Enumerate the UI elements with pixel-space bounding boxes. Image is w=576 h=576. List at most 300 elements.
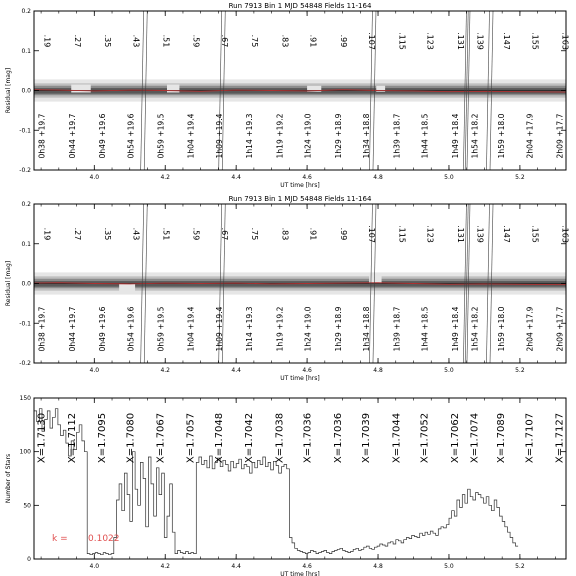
hist-histogram-bin: [271, 470, 274, 559]
middle-coord-label: 1h29 +18.9: [333, 306, 343, 352]
top-coord-label: 1h49 +18.4: [450, 113, 460, 159]
hist-histogram-bin: [74, 450, 77, 559]
middle-coord-label: 1h34 +18.8: [362, 306, 372, 352]
hist-airmass-label: X=1.7089: [495, 412, 507, 464]
top-field-label: .51: [161, 34, 171, 48]
hist-histogram-bin: [122, 511, 125, 559]
hist-histogram-bin: [287, 469, 290, 559]
hist-histogram-bin: [420, 533, 423, 559]
hist-histogram-bin: [486, 497, 489, 559]
hist-histogram-bin: [146, 527, 149, 559]
top-field-label: .163: [560, 32, 570, 50]
top-y-tick-label: 0.0: [21, 87, 31, 95]
hist-histogram-bin: [273, 461, 276, 559]
hist-histogram-bin: [162, 473, 165, 559]
hist-histogram-bin: [412, 535, 415, 559]
hist-histogram-bin: [252, 462, 255, 559]
top-field-label: .35: [102, 34, 112, 48]
hist-y-tick-label: 150: [19, 395, 31, 402]
middle-coord-label: 2h09 +17.7: [555, 306, 565, 352]
hist-histogram-bin: [414, 536, 417, 559]
top-y-tick-label: -0.2: [19, 167, 31, 174]
middle-field-label: .59: [191, 227, 201, 241]
hist-histogram-bin: [159, 495, 162, 559]
hist-histogram-bin: [69, 456, 72, 559]
hist-histogram-bin: [196, 462, 199, 559]
hist-x-axis-label: UT time [hrs]: [280, 571, 320, 576]
hist-histogram-bin: [372, 549, 375, 559]
middle-coord-label: 0h44 +19.7: [67, 306, 77, 352]
top-coord-label: 1h24 +19.0: [303, 113, 313, 159]
hist-x-tick-label: 4.4: [231, 563, 241, 570]
top-coord-label: 1h39 +18.7: [392, 113, 402, 159]
middle-coord-label: 1h04 +19.4: [186, 306, 196, 352]
hist-histogram-bin: [398, 541, 401, 559]
hist-histogram-bin: [268, 462, 271, 559]
middle-field-label: .123: [425, 225, 435, 243]
hist-histogram-bin: [348, 553, 351, 559]
hist-histogram-bin: [281, 467, 284, 559]
hist-histogram-bin: [401, 543, 404, 559]
top-field-label: .83: [280, 34, 290, 48]
middle-coord-label: 1h49 +18.4: [450, 306, 460, 352]
hist-histogram-bin: [417, 538, 420, 559]
hist-histogram-bin: [311, 550, 314, 559]
hist-histogram-bin: [494, 500, 497, 559]
hist-histogram-bin: [329, 554, 332, 559]
hist-histogram-bin: [335, 550, 338, 559]
top-field-label: .59: [191, 34, 201, 48]
hist-histogram-bin: [215, 462, 218, 559]
hist-histogram-bin: [199, 457, 202, 559]
hist-histogram-bin: [148, 457, 151, 559]
hist-histogram-bin: [457, 500, 460, 559]
star-count-histogram: [5, 395, 566, 576]
top-field-label: .43: [131, 34, 141, 48]
hist-k-label: k =: [52, 534, 68, 544]
middle-field-label: .99: [338, 227, 348, 241]
top-coord-label: 0h44 +19.7: [67, 113, 77, 159]
hist-histogram-bin: [289, 538, 292, 559]
hist-histogram-bin: [119, 484, 122, 559]
hist-airmass-label: X=1.7036: [302, 412, 314, 464]
hist-histogram-bin: [377, 546, 380, 559]
top-field-label: .131: [455, 32, 465, 50]
hist-histogram-bin: [510, 538, 513, 559]
hist-histogram-bin: [337, 549, 340, 559]
middle-band-patch: [119, 284, 135, 292]
top-field-label: .99: [338, 34, 348, 48]
hist-histogram-bin: [124, 473, 127, 559]
top-coord-label: 1h29 +18.9: [333, 113, 343, 159]
residual-panel-middle: [5, 195, 569, 382]
residual-panel-top: [5, 2, 569, 189]
middle-x-tick-label: 4.6: [302, 367, 312, 374]
hist-airmass-label: X=1.7130: [36, 412, 48, 464]
middle-field-label: .163: [560, 225, 570, 243]
top-coord-label: 1h44 +18.5: [420, 113, 430, 159]
hist-histogram-bin: [382, 545, 385, 559]
hist-airmass-label: X=1.7074: [469, 412, 481, 464]
hist-histogram-bin: [164, 538, 167, 559]
hist-histogram-bin: [178, 550, 181, 559]
hist-x-tick-label: 4.0: [89, 563, 100, 570]
hist-histogram-bin: [138, 505, 141, 559]
top-y-axis-label: Residual [mag]: [5, 67, 12, 114]
hist-histogram-bin: [98, 554, 101, 559]
hist-histogram-bin: [191, 553, 194, 559]
hist-histogram-bin: [380, 544, 383, 559]
hist-histogram-bin: [223, 460, 226, 559]
hist-histogram-bin: [236, 463, 239, 559]
hist-k-value: 0.1022: [88, 534, 120, 544]
hist-y-tick-label: 50: [23, 502, 31, 510]
top-coord-label: 0h59 +19.5: [156, 113, 166, 159]
hist-histogram-bin: [226, 465, 229, 559]
hist-histogram-bin: [239, 459, 242, 559]
hist-histogram-bin: [367, 546, 370, 559]
hist-histogram-bin: [186, 551, 189, 559]
hist-histogram-bin: [433, 533, 436, 559]
hist-histogram-bin: [284, 465, 287, 559]
middle-plot-area: [34, 204, 566, 363]
top-x-tick-label: 4.0: [89, 174, 100, 181]
hist-histogram-bin: [444, 528, 447, 559]
hist-airmass-label: X=1.7048: [213, 412, 225, 464]
hist-histogram-bin: [507, 532, 510, 559]
hist-histogram-bin: [255, 468, 258, 559]
middle-field-label: .115: [397, 225, 407, 243]
hist-airmass-label: X=1.7057: [185, 412, 197, 464]
top-x-tick-label: 4.6: [302, 174, 312, 181]
hist-histogram-bin: [151, 484, 154, 559]
hist-histogram-bin: [295, 548, 298, 559]
hist-histogram-bin: [446, 525, 449, 559]
top-coord-label: 2h04 +17.9: [525, 113, 535, 159]
middle-x-tick-label: 4.0: [89, 367, 100, 374]
middle-coord-label: 1h19 +19.2: [275, 306, 285, 352]
top-coord-label: 1h54 +18.2: [470, 113, 480, 159]
hist-histogram-bin: [425, 532, 428, 559]
top-coord-label: 1h34 +18.8: [362, 113, 372, 159]
hist-histogram-bin: [265, 467, 268, 559]
hist-histogram-bin: [393, 544, 396, 559]
top-field-label: .107: [367, 32, 377, 50]
middle-x-tick-label: 5.2: [515, 367, 525, 374]
hist-histogram-bin: [390, 542, 393, 559]
hist-histogram-bin: [353, 549, 356, 559]
middle-field-label: .27: [72, 227, 82, 241]
middle-coord-label: 0h59 +19.5: [156, 306, 166, 352]
hist-histogram-bin: [441, 527, 444, 559]
hist-histogram-bin: [303, 553, 306, 559]
hist-histogram-bin: [502, 521, 505, 559]
top-plot-area: [34, 11, 566, 170]
top-coord-label: 1h19 +19.2: [275, 113, 285, 159]
hist-histogram-bin: [95, 553, 98, 559]
hist-histogram-bin: [492, 511, 495, 559]
hist-histogram-bin: [321, 551, 324, 559]
middle-chart-title: Run 7913 Bin 1 MJD 54848 Fields 11-164: [228, 195, 372, 203]
middle-field-label: .83: [280, 227, 290, 241]
hist-airmass-label: X=1.7036: [332, 412, 344, 464]
top-field-label: .155: [530, 32, 540, 50]
middle-y-tick-label: -0.1: [19, 320, 31, 328]
middle-field-label: .139: [475, 225, 485, 243]
hist-histogram-bin: [324, 550, 327, 559]
hist-histogram-bin: [473, 500, 476, 559]
hist-histogram-bin: [340, 548, 343, 559]
top-x-tick-label: 4.8: [373, 174, 383, 181]
hist-histogram-bin: [260, 465, 263, 559]
middle-coord-label: 0h38 +19.7: [37, 306, 47, 352]
hist-airmass-label: X=1.7112: [66, 412, 78, 464]
hist-airmass-label: X=1.7067: [155, 412, 167, 464]
middle-y-tick-label: 0.1: [21, 240, 31, 248]
hist-histogram-bin: [327, 553, 330, 559]
hist-histogram-bin: [361, 549, 364, 559]
hist-histogram-bin: [276, 466, 279, 559]
top-field-label: .67: [219, 34, 229, 48]
top-field-label: .139: [475, 32, 485, 50]
hist-histogram-bin: [356, 548, 359, 559]
hist-histogram-bin: [406, 538, 409, 559]
hist-histogram-bin: [130, 521, 133, 559]
hist-histogram-bin: [247, 467, 250, 559]
middle-field-label: .51: [161, 227, 171, 241]
middle-coord-label: 1h59 +18.0: [496, 306, 506, 352]
hist-histogram-bin: [143, 479, 146, 560]
top-y-tick-label: -0.1: [19, 127, 31, 135]
middle-x-tick-label: 4.4: [231, 367, 241, 374]
hist-histogram-bin: [127, 495, 130, 559]
hist-histogram-bin: [263, 457, 266, 559]
hist-histogram-bin: [359, 550, 362, 559]
hist-x-tick-label: 4.8: [373, 563, 383, 570]
hist-histogram-bin: [87, 554, 90, 559]
hist-histogram-bin: [351, 551, 354, 559]
hist-histogram-bin: [292, 543, 295, 559]
middle-field-label: .91: [308, 227, 318, 241]
hist-histogram-bin: [116, 500, 119, 559]
hist-histogram-bin: [369, 548, 372, 559]
hist-histogram-bin: [388, 543, 391, 559]
middle-coord-label: 1h09 +19.4: [214, 306, 224, 352]
hist-histogram-bin: [93, 554, 96, 559]
hist-histogram-bin: [332, 551, 335, 559]
hist-y-tick-label: 0: [27, 556, 31, 563]
hist-histogram-bin: [108, 555, 111, 559]
top-coord-label: 1h14 +19.3: [245, 113, 255, 159]
hist-airmass-label: X=1.7107: [524, 412, 536, 464]
hist-histogram-bin: [396, 540, 399, 559]
top-band-patch: [71, 85, 91, 93]
hist-histogram-bin: [241, 469, 244, 559]
top-coord-label: 0h38 +19.7: [37, 113, 47, 159]
hist-histogram-bin: [132, 452, 135, 559]
hist-histogram-bin: [172, 532, 175, 559]
hist-histogram-bin: [364, 547, 367, 559]
top-field-label: .19: [42, 34, 52, 48]
hist-histogram-bin: [194, 554, 197, 559]
top-coord-label: 1h04 +19.4: [186, 113, 196, 159]
hist-histogram-bin: [313, 551, 316, 559]
hist-airmass-label: X=1.7039: [361, 412, 373, 464]
hist-histogram-bin: [454, 516, 457, 559]
hist-histogram-bin: [47, 411, 50, 559]
middle-field-label: .147: [501, 225, 511, 243]
hist-histogram-bin: [452, 511, 455, 559]
hist-histogram-bin: [79, 425, 82, 559]
hist-x-tick-label: 4.2: [160, 563, 171, 570]
hist-histogram-bin: [244, 465, 247, 559]
middle-y-axis-label: Residual [mag]: [5, 260, 12, 307]
hist-histogram-bin: [140, 462, 143, 559]
hist-histogram-bin: [156, 468, 159, 559]
hist-histogram-bin: [343, 550, 346, 559]
hist-histogram-bin: [183, 554, 186, 559]
middle-x-tick-label: 4.8: [373, 367, 383, 374]
hist-histogram-bin: [204, 460, 207, 559]
hist-airmass-label: X=1.7042: [244, 412, 256, 464]
middle-field-label: .131: [455, 225, 465, 243]
middle-field-label: .107: [367, 225, 377, 243]
hist-histogram-bin: [481, 498, 484, 559]
hist-y-tick-label: 100: [19, 448, 31, 456]
hist-histogram-bin: [478, 495, 481, 559]
middle-coord-label: 0h54 +19.6: [126, 306, 136, 352]
middle-coord-label: 0h49 +19.6: [97, 306, 107, 352]
hist-histogram-bin: [135, 489, 138, 559]
hist-histogram-bin: [500, 516, 503, 559]
hist-histogram-bin: [297, 550, 300, 559]
hist-x-tick-label: 5.0: [444, 563, 454, 570]
hist-histogram-bin: [175, 554, 178, 559]
hist-histogram-bin: [111, 554, 114, 559]
hist-histogram-bin: [218, 458, 221, 559]
hist-histogram-bin: [497, 507, 500, 559]
hist-histogram-bin: [167, 516, 170, 559]
top-field-label: .123: [425, 32, 435, 50]
middle-field-label: .155: [530, 225, 540, 243]
hist-histogram-bin: [468, 489, 471, 559]
hist-histogram-bin: [430, 531, 433, 559]
hist-histogram-bin: [404, 540, 407, 559]
hist-histogram-bin: [228, 471, 231, 559]
hist-histogram-bin: [489, 505, 492, 559]
hist-histogram-bin: [345, 551, 348, 559]
hist-histogram-bin: [103, 553, 106, 559]
middle-coord-label: 1h39 +18.7: [392, 306, 402, 352]
hist-x-tick-label: 4.6: [302, 563, 312, 570]
hist-histogram-bin: [308, 553, 311, 559]
hist-histogram-bin: [515, 546, 518, 559]
hist-histogram-bin: [438, 529, 441, 559]
top-field-label: .147: [501, 32, 511, 50]
hist-y-axis-label: Number of Stars: [5, 453, 12, 504]
top-coord-label: 0h49 +19.6: [97, 113, 107, 159]
middle-coord-label: 2h04 +17.9: [525, 306, 535, 352]
hist-histogram-bin: [90, 555, 93, 559]
middle-field-label: .43: [131, 227, 141, 241]
top-x-tick-label: 5.0: [444, 174, 454, 181]
hist-histogram-bin: [85, 452, 88, 559]
hist-histogram-bin: [428, 534, 431, 559]
middle-x-axis-label: UT time [hrs]: [280, 375, 320, 382]
hist-histogram-bin: [101, 555, 104, 559]
top-x-tick-label: 5.2: [515, 174, 525, 181]
hist-histogram-bin: [82, 441, 85, 559]
hist-histogram-bin: [460, 507, 463, 559]
hist-histogram-bin: [462, 495, 465, 559]
middle-y-tick-label: 0.0: [21, 280, 31, 288]
top-x-axis-label: UT time [hrs]: [280, 182, 320, 189]
hist-histogram-bin: [170, 484, 173, 559]
middle-y-tick-label: 0.2: [21, 201, 31, 208]
hist-histogram-bin: [249, 473, 252, 559]
top-coord-label: 1h59 +18.0: [496, 113, 506, 159]
hist-histogram-bin: [300, 551, 303, 559]
hist-airmass-label: X=1.7044: [391, 412, 403, 464]
hist-histogram-bin: [234, 468, 237, 559]
hist-airmass-label: X=1.7095: [96, 412, 108, 464]
hist-histogram-bin: [316, 554, 319, 559]
hist-histogram-bin: [465, 503, 468, 559]
hist-x-tick-label: 5.2: [515, 563, 525, 570]
hist-histogram-bin: [374, 547, 377, 559]
middle-field-label: .75: [250, 227, 260, 241]
middle-field-label: .35: [102, 227, 112, 241]
hist-histogram-bin: [470, 497, 473, 559]
hist-histogram-bin: [513, 543, 516, 559]
top-coord-label: 2h09 +17.7: [555, 113, 565, 159]
top-x-tick-label: 4.4: [231, 174, 241, 181]
hist-histogram-bin: [422, 535, 425, 559]
hist-histogram-bin: [188, 554, 191, 559]
top-band-patch: [167, 85, 179, 93]
hist-histogram-bin: [231, 461, 234, 559]
hist-histogram-bin: [484, 503, 487, 559]
top-field-label: .75: [250, 34, 260, 48]
top-field-label: .115: [397, 32, 407, 50]
hist-airmass-label: X=1.7038: [274, 412, 286, 464]
hist-histogram-bin: [449, 518, 452, 559]
hist-histogram-bin: [106, 554, 109, 559]
hist-airmass-label: X=1.7080: [125, 412, 137, 464]
hist-histogram-bin: [212, 469, 215, 559]
hist-histogram-bin: [385, 546, 388, 559]
top-y-tick-label: 0.1: [21, 47, 31, 55]
hist-histogram-bin: [319, 553, 322, 559]
hist-histogram-bin: [220, 467, 223, 559]
middle-field-label: .67: [219, 227, 229, 241]
hist-histogram-bin: [180, 553, 183, 559]
top-field-label: .27: [72, 34, 82, 48]
hist-airmass-label: X=1.7052: [419, 412, 431, 464]
hist-airmass-label: X=1.7062: [449, 412, 461, 464]
hist-histogram-bin: [210, 456, 213, 559]
top-x-tick-label: 4.2: [160, 174, 171, 181]
middle-y-tick-label: -0.2: [19, 360, 31, 367]
top-y-tick-label: 0.2: [21, 8, 31, 15]
middle-field-label: .19: [42, 227, 52, 241]
hist-histogram-bin: [257, 460, 260, 559]
middle-coord-label: 1h14 +19.3: [245, 306, 255, 352]
hist-histogram-bin: [409, 539, 412, 559]
hist-histogram-bin: [305, 554, 308, 559]
middle-coord-label: 1h54 +18.2: [470, 306, 480, 352]
middle-x-tick-label: 4.2: [160, 367, 171, 374]
